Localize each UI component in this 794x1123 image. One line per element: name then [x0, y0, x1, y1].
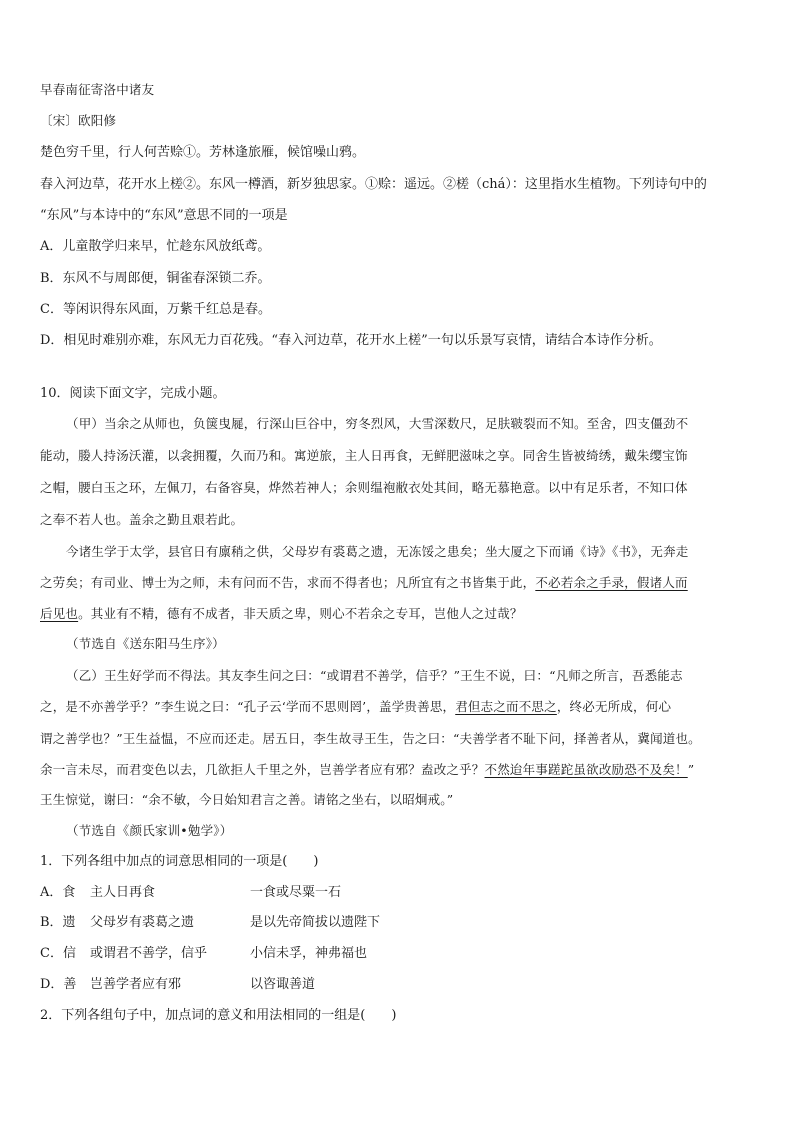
- underlined-sentence: 不必若余之手录，假诸人而: [535, 575, 688, 590]
- poem-option-b: B．东风不与周郎便，铜雀春深锁二乔。: [40, 271, 271, 286]
- passage-yi-source: （节选自《颜氏家训•勉学》）: [66, 823, 233, 838]
- question-1-option-a: [40, 883, 754, 903]
- passage-jia-line: [40, 573, 754, 593]
- underlined-sentence: 后见也: [40, 606, 79, 621]
- option-phrase-a: 主人日再食: [90, 885, 156, 900]
- poem-line-1: 楚色穷千里，行人何苦赊①。芳林逢旅雁，候馆噪山鸦。: [40, 145, 366, 160]
- passage-yi-line: [40, 760, 754, 780]
- option-phrase-a: 岂善学者应有邪: [90, 977, 182, 992]
- passage-yi-line: 谓之善学也？”王生益愠，不应而还走。居五日，李生故寻王生，告之曰：“夫善学者不耻下问，择善者从，冀闻道也。: [40, 731, 701, 746]
- option-label: C．信: [40, 946, 76, 961]
- underlined-sentence: 君但志之而不思之: [455, 699, 557, 714]
- poem-line-2: 春入河边草，花开水上槎②。东风一樽酒，新岁独思家。①赊：遥远。②槎（chá）：这里指水生植物。下列诗句中的: [40, 177, 707, 192]
- poem-line-3: “东风”与本诗中的“东风”意思不同的一项是: [40, 208, 288, 223]
- passage-jia-line: （甲）当余之从师也，负箧曳屣，行深山巨谷中，穷冬烈风，大雪深数尺，足肤皲裂而不知。至舍，四支僵劲不: [66, 416, 689, 431]
- question-10-title: 10．阅读下面文字，完成小题。: [40, 386, 226, 401]
- passage-text: ，终必无所成，何心: [556, 699, 672, 714]
- passage-yi-line: （乙）王生好学而不得法。其友李生问之曰：“或谓君不善学，信乎？”王生不说，曰：“凡师之所言，吾悉能志: [66, 668, 683, 683]
- option-label: D．善: [40, 977, 77, 992]
- question-1-option-d: [40, 975, 754, 995]
- poem-author: 〔宋〕欧阳修: [40, 113, 117, 128]
- poem-option-a: A．儿童散学归来早，忙趁东风放纸鸢。: [40, 239, 271, 254]
- passage-text: 之，是不亦善学乎？”李生说之曰：“孔子云‘学而不思则罔’，盖学贵善思，: [40, 699, 456, 714]
- question-2-stem: 2．下列各组句子中，加点词的意义和用法相同的一组是( ): [40, 1008, 397, 1023]
- passage-text: 余一言未尽，而君变色以去，几欲拒人千里之外，岂善学者应有邪？盍改之乎？: [40, 762, 485, 777]
- option-phrase-a: 父母岁有裘葛之遗: [90, 915, 195, 930]
- option-phrase-b: 以咨诹善道: [250, 977, 316, 992]
- question-1-stem: 1．下列各组中加点的词意思相同的一项是( ): [40, 854, 319, 869]
- option-phrase-b: 一食或尽粟一石: [250, 885, 342, 900]
- poem-option-d: D．相见时难别亦难，东风无力百花残。“春入河边草，花开水上槎”一句以乐景写哀情，请结合本诗作分析。: [40, 333, 662, 348]
- underlined-sentence: 不然迨年事蹉跎虽欲改励恐不及矣！: [484, 762, 688, 777]
- option-label: B．遗: [40, 915, 76, 930]
- passage-jia-source: （节选自《送东阳马生序》）: [66, 636, 225, 651]
- option-phrase-b: 小信未孚，神弗福也: [250, 946, 368, 961]
- poem-title: 早春南征寄洛中诸友: [40, 82, 155, 97]
- poem-option-c: C．等闲识得东风面，万紫千红总是春。: [40, 302, 271, 317]
- passage-jia-line: 能动，媵人持汤沃灌，以衾拥覆，久而乃和。寓逆旅，主人日再食，无鲜肥滋味之享。同舍生皆被绮绣，戴朱缨宝饰: [40, 448, 688, 463]
- passage-yi-line: [40, 697, 754, 717]
- question-1-option-c: [40, 944, 754, 964]
- option-phrase-a: 或谓君不善学，信乎: [90, 946, 208, 961]
- passage-jia-line: 今诸生学于太学，县官日有廪稍之供，父母岁有裘葛之遗，无冻馁之患矣；坐大厦之下而诵《诗》《书》，无奔走: [66, 544, 689, 559]
- passage-jia-line: [40, 604, 754, 624]
- passage-text: 。其业有不精，德有不成者，非天质之卑，则心不若余之专耳，岂他人之过哉？: [78, 606, 523, 621]
- option-phrase-b: 是以先帝简拔以遗陛下: [250, 915, 381, 930]
- question-1-option-b: [40, 913, 754, 933]
- passage-text: ”: [687, 762, 695, 777]
- passage-text: 之劳矣；有司业、博士为之师，未有问而不告，求而不得者也；凡所宜有之书皆集于此，: [40, 575, 536, 590]
- passage-yi-line: 王生惊觉，谢曰：“余不敏，今日始知君言之善。请铭之坐右，以昭炯戒。”: [40, 792, 454, 807]
- option-label: A．食: [40, 885, 76, 900]
- passage-jia-line: 之帽，腰白玉之环，左佩刀，右备容臭，烨然若神人；余则缊袍敝衣处其间，略无慕艳意。以中有足乐者，不知口体: [40, 480, 688, 495]
- passage-jia-line: 之奉不若人也。盖余之勤且艰若此。: [40, 512, 244, 527]
